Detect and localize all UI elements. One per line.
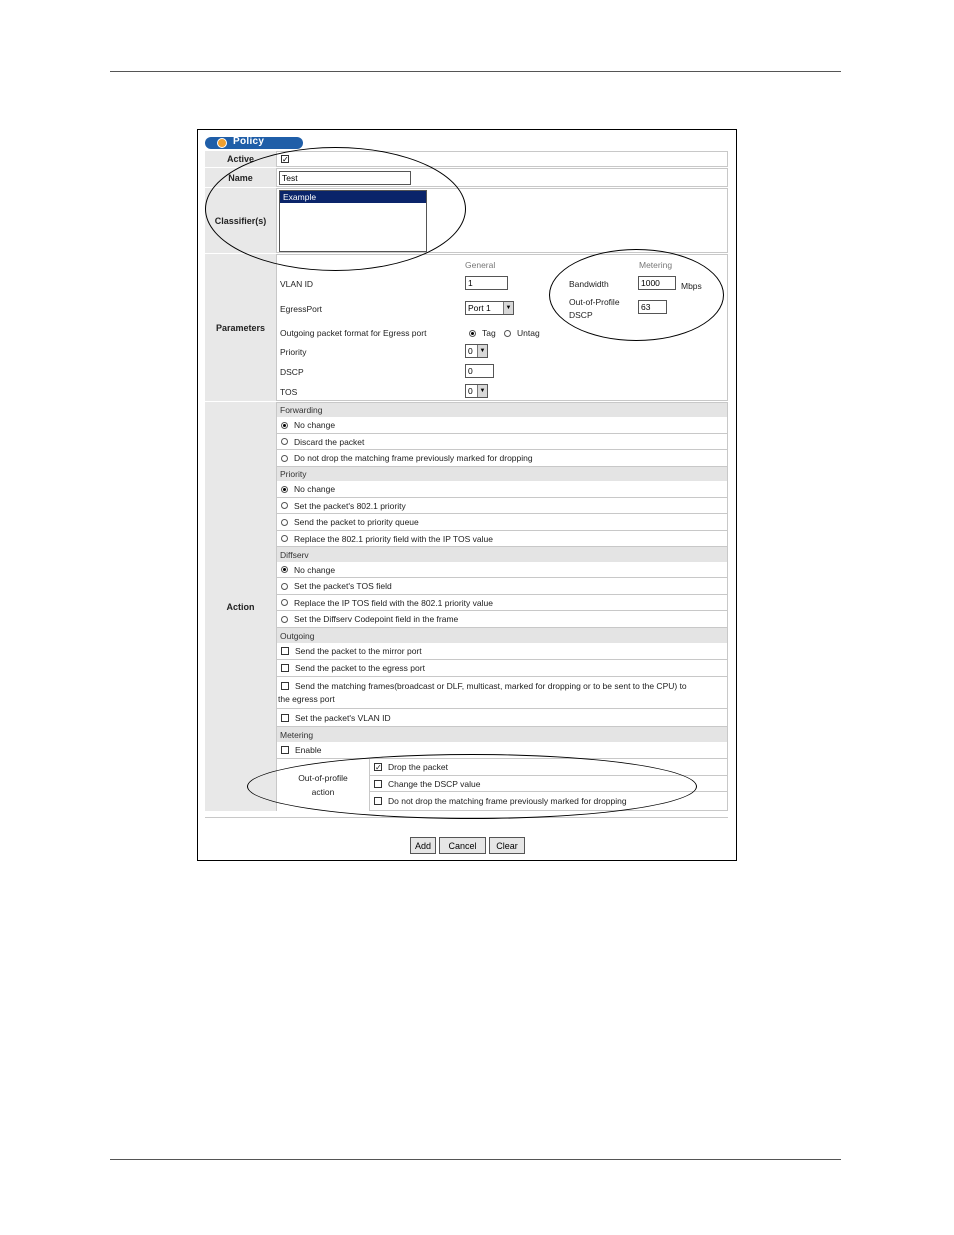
checkbox[interactable]	[374, 780, 382, 788]
option-label: Send the packet to the mirror port	[295, 646, 422, 656]
option-label: Send the packet to the egress port	[295, 663, 425, 673]
radio-button[interactable]	[281, 616, 288, 623]
option-label: Do not drop the matching frame previously marked for dropping	[294, 453, 533, 463]
bandwidth-unit: Mbps	[681, 281, 702, 291]
active-label: Active	[205, 151, 276, 167]
priority-select[interactable]	[465, 344, 488, 358]
tag-radio[interactable]	[469, 330, 476, 337]
tos-label: TOS	[280, 387, 298, 397]
radio-button[interactable]	[281, 438, 288, 445]
checkbox[interactable]	[281, 664, 289, 672]
dscp-label: DSCP	[280, 367, 304, 377]
radio-button[interactable]	[281, 599, 288, 606]
radio-button[interactable]	[281, 455, 288, 462]
classifiers-cell	[276, 188, 728, 253]
action-label: Action	[205, 402, 276, 811]
chevron-down-icon: ▼	[503, 302, 513, 314]
parameters-cell	[276, 254, 728, 401]
oop-label-1: Out-of-profile	[298, 773, 348, 783]
bandwidth-label: Bandwidth	[569, 279, 609, 289]
chevron-down-icon: ▼	[477, 345, 487, 357]
untag-radio[interactable]	[504, 330, 511, 337]
option-label: No change	[294, 484, 336, 494]
diffserv-no-change[interactable]	[277, 562, 727, 578]
add-button[interactable]: Add	[410, 837, 436, 854]
option-label: No change	[294, 420, 336, 430]
option-label: Set the packet's TOS field	[294, 581, 392, 591]
forwarding-do-not-drop[interactable]	[277, 450, 727, 467]
option-label: Set the packet's 802.1 priority	[294, 500, 406, 511]
option-label: Discard the packet	[294, 436, 365, 447]
dscp-input[interactable]: 0	[465, 364, 494, 378]
radio-button[interactable]	[281, 486, 288, 493]
oop-drop[interactable]	[370, 759, 727, 776]
outgoing-mirror[interactable]	[277, 643, 727, 660]
forwarding-no-change[interactable]	[277, 417, 727, 434]
bandwidth-input[interactable]: 1000	[638, 276, 676, 290]
option-label: No change	[294, 564, 336, 575]
checkbox[interactable]	[281, 647, 289, 655]
metering-enable[interactable]	[277, 742, 727, 759]
vlan-id-input[interactable]: 1	[465, 276, 508, 290]
bottom-rule	[110, 1159, 841, 1160]
priority-no-change[interactable]	[277, 481, 727, 498]
classifier-listbox[interactable]	[279, 190, 427, 252]
radio-button[interactable]	[281, 519, 288, 526]
oop-change-dscp[interactable]	[370, 776, 727, 792]
option-label: Enable	[295, 745, 322, 755]
diffserv-set-tos[interactable]	[277, 578, 727, 595]
forwarding-discard[interactable]	[277, 434, 727, 450]
untag-label: Untag	[517, 328, 540, 338]
checkbox[interactable]	[281, 714, 289, 722]
metering-header: Metering	[277, 727, 727, 742]
tos-select[interactable]	[465, 384, 488, 398]
checkbox[interactable]	[281, 682, 289, 690]
diffserv-header: Diffserv	[277, 547, 727, 562]
radio-button[interactable]	[281, 566, 288, 573]
diffserv-replace-8021[interactable]	[277, 595, 727, 611]
option-label: Change the DSCP value	[388, 778, 481, 789]
action-cell	[276, 402, 728, 811]
untag-option[interactable]	[504, 328, 540, 338]
chevron-down-icon: ▼	[477, 385, 487, 397]
oop-action-label	[277, 759, 370, 811]
policy-icon	[217, 138, 227, 148]
forwarding-header: Forwarding	[277, 403, 727, 417]
option-label: Replace the IP TOS field with the 802.1 priority value	[294, 597, 493, 608]
option-label: Send the packet to priority queue	[294, 517, 419, 527]
priority-send-queue[interactable]	[277, 514, 727, 531]
top-rule	[110, 71, 841, 72]
parameters-label: Parameters	[205, 254, 276, 401]
outgoing-header: Outgoing	[277, 628, 727, 643]
oop-dscp-label-2: DSCP	[569, 310, 593, 320]
oop-dscp-label-1: Out-of-Profile	[569, 297, 620, 307]
egress-port-value: Port 1	[468, 303, 491, 313]
clear-button[interactable]: Clear	[489, 837, 525, 854]
oop-label-2: action	[311, 787, 335, 797]
diffserv-set-codepoint[interactable]	[277, 611, 727, 628]
priority-set-8021[interactable]	[277, 498, 727, 514]
checkbox[interactable]	[281, 746, 289, 754]
button-separator	[205, 817, 728, 818]
cancel-button[interactable]: Cancel	[439, 837, 486, 854]
panel-header	[205, 137, 303, 149]
name-cell	[276, 168, 728, 187]
option-label: Replace the 802.1 priority field with the IP TOS value	[294, 533, 493, 544]
radio-button[interactable]	[281, 535, 288, 542]
radio-button[interactable]	[281, 422, 288, 429]
active-cell	[276, 151, 728, 167]
tag-option[interactable]	[469, 328, 496, 338]
option-label-cont: the egress port	[278, 694, 335, 704]
policy-screen	[197, 129, 737, 861]
oop-do-not-drop[interactable]	[370, 792, 727, 810]
radio-button[interactable]	[281, 502, 288, 509]
general-header: General	[465, 260, 496, 270]
oop-dscp-input[interactable]: 63	[638, 300, 667, 314]
vlan-id-label: VLAN ID	[280, 279, 314, 289]
option-label: Send the matching frames(broadcast or DLF, multicast, marked for dropping or to be sent to the CPU) to	[295, 681, 687, 691]
checkbox[interactable]	[374, 797, 382, 805]
outgoing-format-label: Outgoing packet format for Egress port	[280, 328, 427, 338]
metering-header: Metering	[639, 260, 673, 270]
active-checkbox[interactable]: ✓	[282, 155, 289, 164]
outgoing-matching[interactable]	[277, 677, 727, 709]
priority-replace-tos[interactable]	[277, 531, 727, 547]
tag-label: Tag	[482, 328, 496, 338]
option-label: Do not drop the matching frame previously marked for dropping	[388, 796, 627, 806]
tos-value: 0	[468, 386, 473, 396]
priority-label: Priority	[280, 347, 307, 357]
priority-header: Priority	[277, 467, 727, 481]
panel-title: Policy	[233, 136, 265, 147]
checkbox[interactable]: ✓	[375, 763, 382, 772]
option-label: Drop the packet	[388, 762, 449, 772]
egress-port-label: EgressPort	[280, 304, 323, 314]
priority-value: 0	[468, 346, 473, 356]
classifiers-label: Classifier(s)	[205, 188, 276, 253]
egress-port-select[interactable]	[465, 301, 514, 315]
outgoing-vlan[interactable]	[277, 709, 727, 727]
option-label: Set the packet's VLAN ID	[295, 712, 391, 723]
radio-button[interactable]	[281, 583, 288, 590]
classifier-option-example[interactable]: Example	[280, 191, 426, 203]
option-label: Set the Diffserv Codepoint field in the frame	[294, 614, 459, 624]
name-label: Name	[205, 168, 276, 187]
name-input[interactable]: Test	[279, 171, 411, 185]
outgoing-egress[interactable]	[277, 660, 727, 677]
